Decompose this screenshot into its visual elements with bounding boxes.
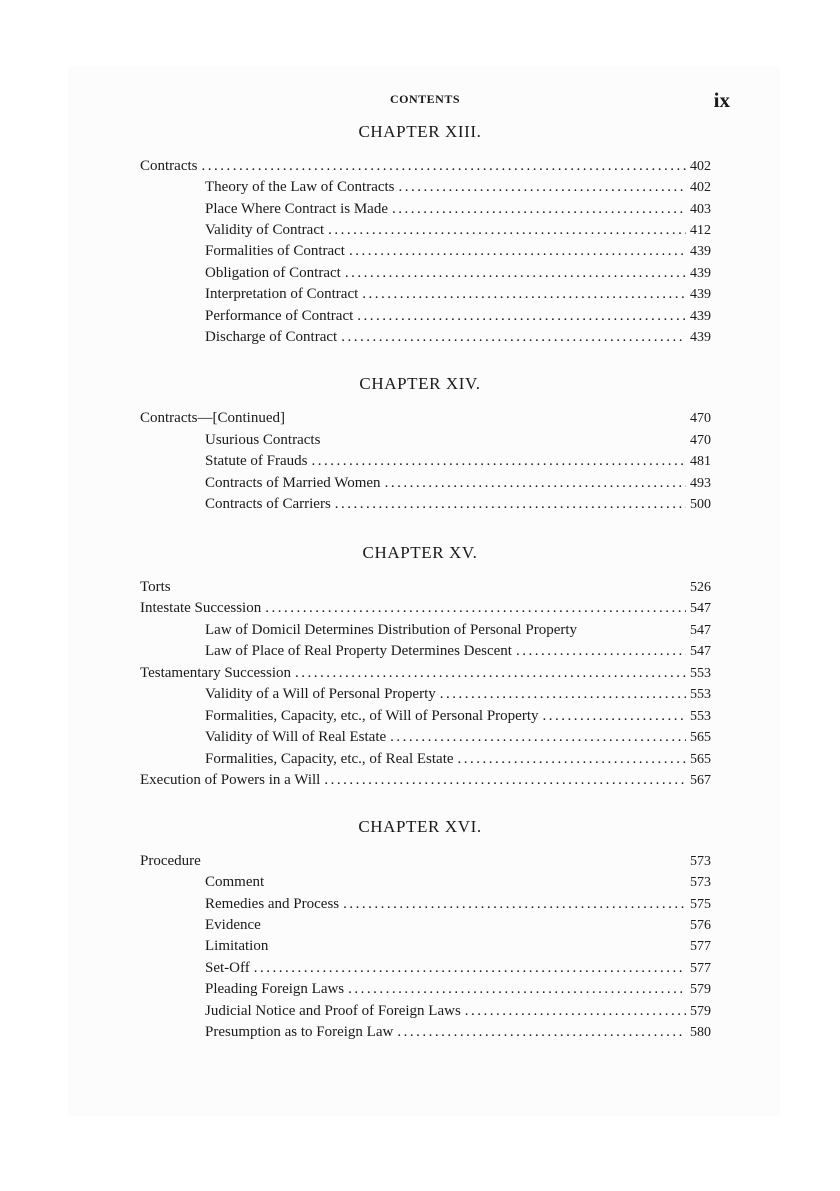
toc-subentry	[205, 706, 711, 727]
toc-subentry	[205, 327, 711, 348]
toc-entry-label: Place Where Contract is Made	[205, 201, 388, 217]
toc-entry-label: Validity of Will of Real Estate	[205, 729, 387, 745]
dot-leader	[543, 706, 687, 727]
dot-leader	[440, 684, 686, 705]
toc-entry-label: Validity of Contract	[205, 222, 325, 238]
toc-entry-label: Limitation	[205, 938, 269, 954]
dot-leader	[335, 494, 686, 515]
toc-entry-label: Discharge of Contract	[205, 329, 338, 345]
toc-subentry	[205, 494, 711, 515]
toc-entry-page: 439	[690, 244, 711, 259]
dot-leader	[328, 220, 686, 241]
dot-leader	[458, 749, 686, 770]
toc-entry-label: Execution of Powers in a Will	[140, 772, 321, 788]
toc-subentry	[205, 894, 711, 915]
toc-entry-page: 412	[690, 223, 711, 238]
toc-subentry	[205, 241, 711, 262]
toc-subentry	[205, 872, 711, 893]
toc-subentry	[205, 1022, 711, 1043]
toc-entry-page: 577	[690, 961, 711, 976]
dot-leader	[343, 894, 686, 915]
dot-leader	[254, 958, 686, 979]
chapter-heading: CHAPTER XIII.	[358, 122, 482, 141]
toc-entry-page: 493	[690, 476, 711, 491]
toc-entry-page: 575	[690, 897, 711, 912]
dot-leader	[399, 177, 686, 198]
toc-entry-page: 439	[690, 330, 711, 345]
toc-entry-label: Contracts of Carriers	[205, 496, 331, 512]
toc-entry-label: Formalities of Contract	[205, 243, 345, 259]
dot-leader	[362, 284, 686, 305]
toc-entry-page: 481	[690, 454, 711, 469]
toc-entry-label: Contracts—[Continued]	[140, 410, 285, 426]
toc-entry-page: 580	[690, 1025, 711, 1040]
toc-entry-label: Statute of Frauds	[205, 453, 308, 469]
toc-entry-page: 553	[690, 666, 711, 681]
toc-subentry	[205, 958, 711, 979]
running-head	[0, 88, 840, 112]
toc-entry-page: 439	[690, 287, 711, 302]
toc-entry-label: Formalities, Capacity, etc., of Real Estate	[205, 751, 454, 767]
toc-entry-label: Law of Place of Real Property Determines Descent	[205, 643, 512, 659]
toc-entry	[140, 408, 711, 429]
dot-leader	[349, 241, 686, 262]
toc-entry-page: 579	[690, 1004, 711, 1019]
dot-leader	[465, 1001, 686, 1022]
toc-entry-label: Validity of a Will of Personal Property	[205, 686, 436, 702]
dot-leader	[202, 156, 687, 177]
page-folio: ix	[713, 88, 730, 112]
toc-entry-label: Law of Domicil Determines Distribution of Personal Property	[205, 622, 578, 638]
toc-entry-label: Intestate Succession	[140, 600, 262, 616]
toc-subentry	[205, 263, 711, 284]
toc-subentry	[205, 936, 711, 957]
toc-subentry	[205, 979, 711, 1000]
running-head-title: CONTENTS	[390, 92, 461, 106]
toc-entry-label: Performance of Contract	[205, 308, 354, 324]
toc-entry-page: 500	[690, 497, 711, 512]
dot-leader	[392, 199, 686, 220]
toc-entry-label: Theory of the Law of Contracts	[205, 179, 395, 195]
toc-entry	[140, 598, 711, 619]
toc-entry-label: Pleading Foreign Laws	[205, 981, 345, 997]
toc-entry-page: 579	[690, 982, 711, 997]
toc-subentry	[205, 473, 711, 494]
toc-entry-page: 573	[690, 854, 711, 869]
toc-entry-page: 565	[690, 752, 711, 767]
toc-entry-page: 577	[690, 939, 711, 954]
toc-subentry	[205, 641, 711, 662]
toc-entry-page: 553	[690, 709, 711, 724]
toc-entry-page: 565	[690, 730, 711, 745]
toc-subentry	[205, 620, 711, 641]
toc-subentry	[205, 306, 711, 327]
toc-entry-page: 547	[690, 644, 711, 659]
toc-entry	[140, 663, 711, 684]
chapter-heading: CHAPTER XIV.	[359, 374, 481, 393]
toc-entry-label: Formalities, Capacity, etc., of Will of Personal Property	[205, 708, 539, 724]
toc-entry-label: Contracts	[140, 158, 198, 174]
toc-entry-page: 567	[690, 773, 711, 788]
dot-leader	[516, 641, 686, 662]
toc-entry	[140, 851, 711, 872]
dot-leader	[265, 598, 686, 619]
toc-entry	[140, 156, 711, 177]
toc-entry-label: Interpretation of Contract	[205, 286, 359, 302]
toc-entry-page: 576	[690, 918, 711, 933]
dot-leader	[397, 1022, 686, 1043]
toc-entry-label: Contracts of Married Women	[205, 475, 381, 491]
toc-subentry	[205, 1001, 711, 1022]
toc-entry-page: 470	[690, 433, 711, 448]
toc-subentry	[205, 199, 711, 220]
toc-subentry	[205, 684, 711, 705]
toc-entry-label: Set-Off	[205, 960, 250, 976]
chapter-heading: CHAPTER XV.	[362, 543, 478, 562]
dot-leader	[295, 663, 686, 684]
toc-entry-page: 547	[690, 601, 711, 616]
toc-subentry	[205, 749, 711, 770]
toc-entry-page: 526	[690, 580, 711, 595]
dot-leader	[341, 327, 686, 348]
toc-entry-label: Torts	[140, 579, 171, 595]
toc-entry-label: Presumption as to Foreign Law	[205, 1024, 394, 1040]
toc-entry-page: 402	[690, 180, 711, 195]
toc-entry	[140, 770, 711, 791]
toc-subentry	[205, 284, 711, 305]
toc-entry-page: 470	[690, 411, 711, 426]
toc-subentry	[205, 430, 711, 451]
toc-entry-label: Testamentary Succession	[140, 665, 291, 681]
dot-leader	[357, 306, 686, 327]
toc-entry-page: 547	[690, 623, 711, 638]
dot-leader	[390, 727, 686, 748]
toc-entry-label: Usurious Contracts	[205, 432, 321, 448]
toc-subentry	[205, 177, 711, 198]
toc-entry-page: 439	[690, 309, 711, 324]
toc-entry-label: Evidence	[205, 917, 261, 933]
toc-subentry	[205, 915, 711, 936]
toc-entry-label: Judicial Notice and Proof of Foreign Laws	[205, 1003, 461, 1019]
toc-entry-page: 403	[690, 202, 711, 217]
dot-leader	[324, 770, 686, 791]
chapter-heading: CHAPTER XVI.	[358, 817, 482, 836]
toc-subentry	[205, 451, 711, 472]
dot-leader	[385, 473, 686, 494]
toc-entry-label: Remedies and Process	[205, 896, 340, 912]
toc-entry-page: 553	[690, 687, 711, 702]
toc-entry-label: Obligation of Contract	[205, 265, 341, 281]
toc-entry-page: 402	[690, 159, 711, 174]
dot-leader	[345, 263, 686, 284]
toc-subentry	[205, 727, 711, 748]
dot-leader	[348, 979, 686, 1000]
toc-entry	[140, 577, 711, 598]
toc-entry-label: Procedure	[140, 853, 201, 869]
toc-entry-page: 439	[690, 266, 711, 281]
dot-leader	[312, 451, 687, 472]
toc-entry-page: 573	[690, 875, 711, 890]
toc-entry-label: Comment	[205, 874, 265, 890]
toc-subentry	[205, 220, 711, 241]
